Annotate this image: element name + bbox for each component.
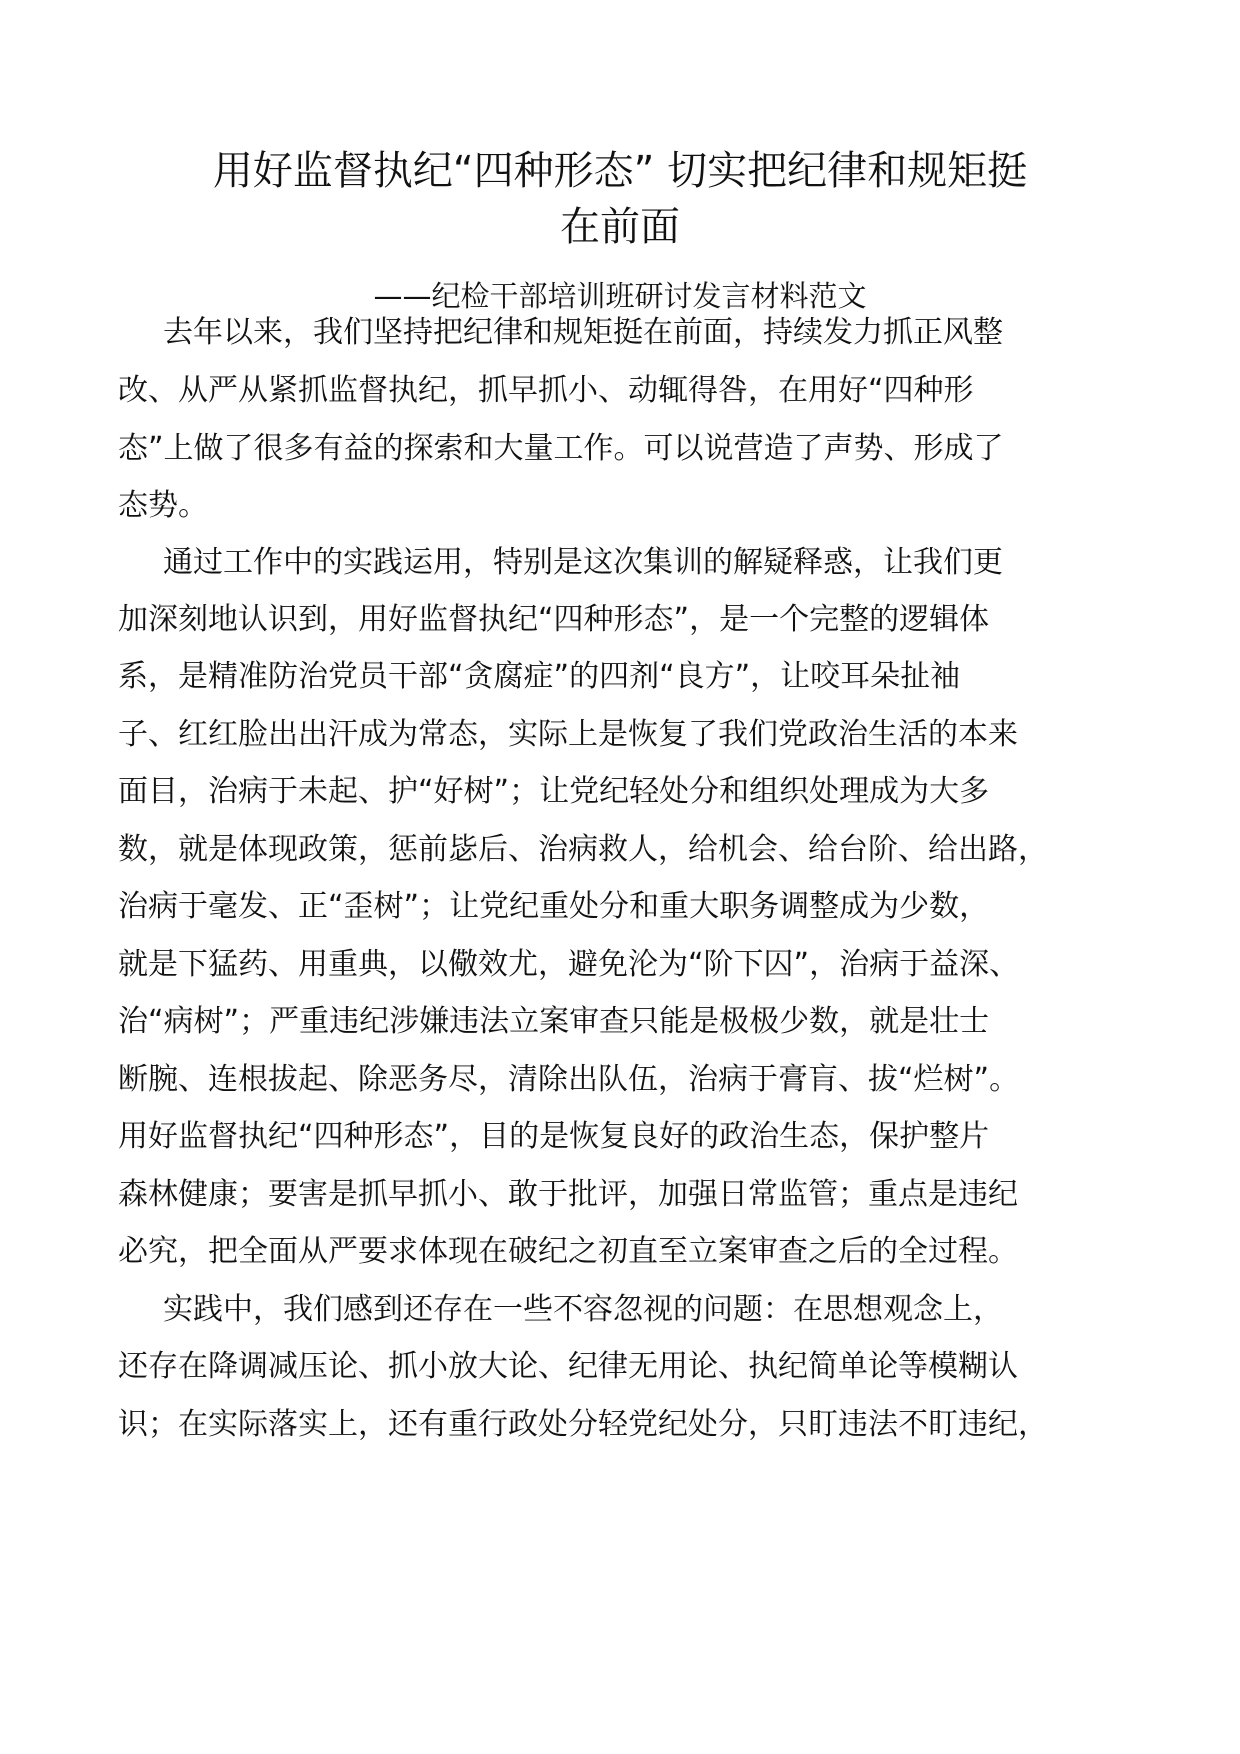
document-subtitle: ——纪检干部培训班研讨发言材料范文: [373, 279, 867, 313]
body-line: 治病于毫发、正“歪树”；让党纪重处分和重大职务调整成为少数，: [118, 889, 990, 924]
body-line: 识；在实际落实上，还有重行政处分轻党纪处分，只盯违法不盯违纪，: [118, 1407, 1048, 1442]
body-line: 态势。: [118, 488, 208, 523]
body-line: 改、从严从紧抓监督执纪，抓早抓小、动辄得咎，在用好“四种形: [118, 373, 974, 408]
body-line: 面目，治病于未起、护“好树”；让党纪轻处分和组织处理成为大多: [118, 774, 990, 809]
body-line: 治“病树”；严重违纪涉嫌违法立案审查只能是极极少数，就是壮士: [118, 1004, 990, 1039]
body-line: 去年以来，我们坚持把纪律和规矩挺在前面，持续发力抓正风整: [163, 315, 1003, 350]
body-line: 用好监督执纪“四种形态”，目的是恢复良好的政治生态，保护整片: [118, 1119, 990, 1154]
body-line: 加深刻地认识到，用好监督执纪“四种形态”，是一个完整的逻辑体: [118, 602, 990, 637]
body-line: 数，就是体现政策，惩前毖后、治病救人，给机会、给台阶、给出路，: [118, 832, 1048, 867]
body-line: 还存在降调减压论、抓小放大论、纪律无用论、执纪简单论等模糊认: [118, 1349, 1018, 1384]
body-line: 森林健康；要害是抓早抓小、敢于批评，加强日常监管；重点是违纪: [118, 1177, 1018, 1212]
body-line: 实践中，我们感到还存在一些不容忽视的问题：在思想观念上，: [163, 1292, 1003, 1327]
body-line: 态”上做了很多有益的探索和大量工作。可以说营造了声势、形成了: [118, 431, 1004, 466]
document-title-line-2: 在前面: [560, 204, 680, 250]
body-line: 通过工作中的实践运用，特别是这次集训的解疑释惑，让我们更: [163, 545, 1003, 580]
body-line: 系，是精准防治党员干部“贪腐症”的四剂“良方”，让咬耳朵扯袖: [118, 659, 961, 694]
body-line: 必究，把全面从严要求体现在破纪之初直至立案审查之后的全过程。: [118, 1234, 1018, 1269]
body-line: 断腕、连根拔起、除恶务尽，清除出队伍，治病于膏肓、拔“烂树”。: [118, 1062, 1020, 1097]
body-line: 子、红红脸出出汗成为常态，实际上是恢复了我们党政治生活的本来: [118, 717, 1018, 752]
document-title-line-1: 用好监督执纪“四种形态” 切实把纪律和规矩挺: [212, 148, 1028, 194]
body-line: 就是下猛药、用重典，以儆效尤，避免沦为“阶下囚”，治病于益深、: [118, 947, 1020, 982]
